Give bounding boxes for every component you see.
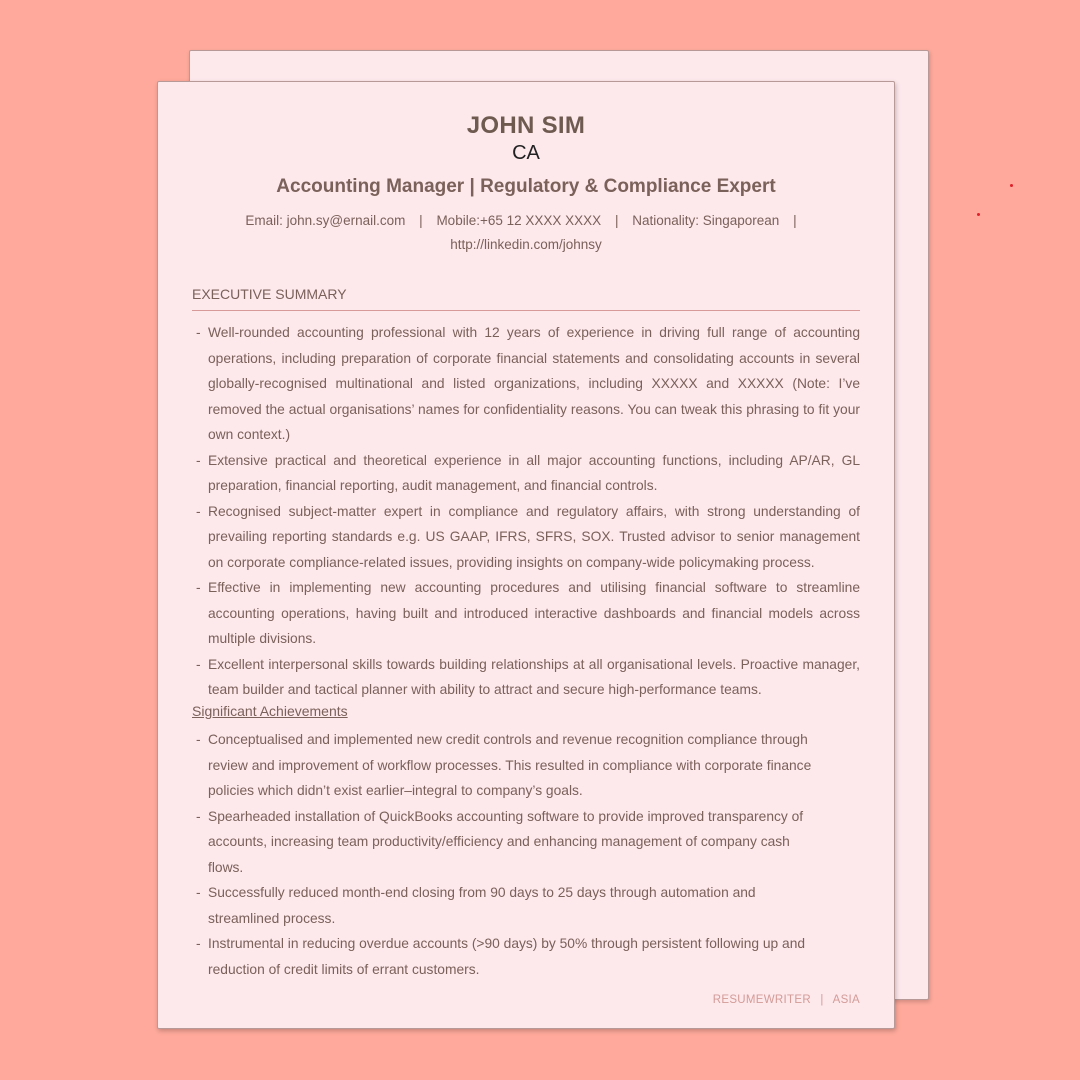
contact-separator: | xyxy=(793,213,797,228)
executive-summary-title: EXECUTIVE SUMMARY xyxy=(192,286,347,302)
resume-page xyxy=(157,81,895,1029)
executive-summary-list xyxy=(192,320,860,703)
footer-region: ASIA xyxy=(832,994,860,1006)
summary-item: - Recognised subject-matter expert in compliance and regulatory affairs, with strong understanding of prevailing reporting standards e.g. US GAAP, IFRS, SFRS, SOX. Trusted advisor to senior management on corporate compliance-related issues, providing insights on company-wide policymaking process. xyxy=(192,499,860,576)
contact-separator: | xyxy=(419,213,423,228)
summary-item: - Well-rounded accounting professional with 12 years of experience in driving full range of accounting operations, including preparation of corporate financial statements and consolidating accounts in several globally-recognised multinational and listed organizations, including XXXXX and XXXXX (Note: I’ve removed the actual organisations’ names for confidentiality reasons. You can tweak this phrasing to fit your own context.) xyxy=(192,320,860,448)
summary-item: - Excellent interpersonal skills towards building relationships at all organisational levels. Proactive manager, team builder and tactical planner with ability to attract and secure high-performance teams. xyxy=(192,652,860,703)
candidate-credential: CA xyxy=(512,142,540,164)
contact-nationality: Nationality: Singaporean xyxy=(632,213,780,228)
summary-item: - Effective in implementing new accounting procedures and utilising financial software to streamline accounting operations, having built and introduced interactive dashboards and financial models across multiple divisions. xyxy=(192,575,860,652)
candidate-headline: Accounting Manager | Regulatory & Compliance Expert xyxy=(276,176,776,197)
section-divider xyxy=(192,310,860,311)
achievement-item: - Instrumental in reducing overdue accounts (>90 days) by 50% through persistent following up and reduction of credit limits of errant customers. xyxy=(192,931,822,982)
candidate-name: JOHN SIM xyxy=(466,112,586,139)
achievements-title: Significant Achievements xyxy=(192,703,348,719)
decorative-dot xyxy=(1010,184,1013,187)
contact-mobile: Mobile:+65 12 XXXX XXXX xyxy=(436,213,602,228)
achievements-list xyxy=(192,727,822,982)
achievement-item: - Spearheaded installation of QuickBooks accounting software to provide improved transparency of accounts, increasing team productivity/efficiency and enhancing management of company cash flows. xyxy=(192,804,822,881)
achievement-item: - Successfully reduced month-end closing from 90 days to 25 days through automation and streamlined process. xyxy=(192,880,822,931)
contact-separator: | xyxy=(614,213,619,228)
contact-email: Email: john.sy@ernail.com xyxy=(245,213,406,228)
contact-linkedin: http://linkedin.com/johnsy xyxy=(450,237,602,252)
summary-item: - Extensive practical and theoretical experience in all major accounting functions, including AP/AR, GL preparation, financial reporting, audit management, and financial controls. xyxy=(192,448,860,499)
footer-separator: | xyxy=(820,994,824,1006)
footer-brand xyxy=(713,994,860,1006)
decorative-dot xyxy=(977,213,980,216)
achievement-item: - Conceptualised and implemented new credit controls and revenue recognition compliance through review and improvement of workflow processes. This resulted in compliance with corporate finance policies which didn’t exist earlier–integral to company’s goals. xyxy=(192,727,822,804)
contact-line xyxy=(218,209,834,257)
footer-brand-name: RESUMEWRITER xyxy=(712,994,811,1006)
